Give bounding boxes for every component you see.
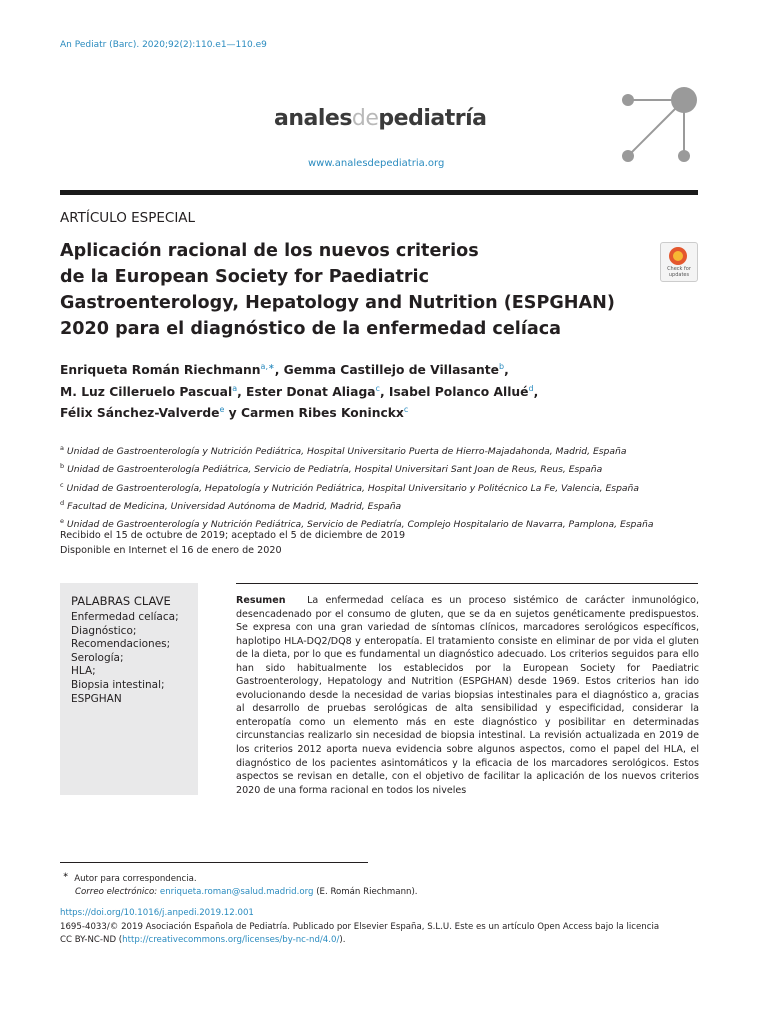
- abstract-text: La enfermedad celíaca es un proceso sistémico de carácter inmunológico, desencadenado por el consumo de gluten, que se da en sujetos genéticamente predispuestos. Se expresa con una gran variedad de síntomas clínicos, marcadores serológicos específicos, haplotipo HLA-DQ2/DQ8 y enteropatía. El tratamiento consiste en eliminar de por vida el gluten de la dieta, por lo que es fundamental un diagnóstico adecuado. Los criterios seguidos para ello han sido habitualmente los establecidos por la European Society for Paediatric Gastroenterology, Hepatology and Nutrition (ESPGHAN) desde 1969. Estos criterios han ido evolucionando desde la necesidad de varias biopsias intestinales para el diagnóstico a, gracias al desarrollo de pruebas serológicas de alta sensibilidad y especificidad, considerar la enteropatía como un elemento más en este diagnóstico y posibilitar en determinadas circunstancias realizarlo sin necesidad de biopsia intestinal. La revisión actualizada en 2019 de los criterios 2012 aporta nueva evidencia sobre algunos aspectos, como el papel del HLA, el diagnóstico de los pacientes asintomáticos y la eficacia de los marcadores serológicos. Estos aspectos se revisan en detalle, con el objetivo de facilitar la aplicación de los nuevos criterios 2020 de una forma racional en todos los niveles: [236, 595, 699, 796]
- keyword-item: HLA;: [71, 665, 96, 678]
- journal-reference[interactable]: An Pediatr (Barc). 2020;92(2):110.e1—110.e9: [60, 40, 267, 50]
- footnote-star: ∗: [62, 870, 69, 879]
- license-prefix: CC BY-NC-ND (: [60, 935, 123, 945]
- check-updates-icon-inner: [673, 251, 683, 261]
- received-accepted-date: Recibido el 15 de octubre de 2019; aceptado el 5 de diciembre de 2019: [60, 530, 406, 541]
- author-name[interactable]: Gemma Castillejo de Villasante: [283, 363, 500, 378]
- affiliation-item: [60, 441, 720, 459]
- license-suffix: ).: [339, 935, 346, 945]
- author-line: [60, 380, 700, 402]
- affiliation-mark: e: [60, 517, 64, 526]
- author-name[interactable]: Enriqueta Román Riechmann: [60, 363, 261, 378]
- keywords-panel: [60, 583, 198, 795]
- footnote-divider: [60, 862, 368, 863]
- author-name[interactable]: Ester Donat Aliaga: [246, 384, 376, 399]
- logo-part3: pediatría: [378, 106, 487, 131]
- email-owner: (E. Román Riechmann).: [316, 886, 418, 897]
- check-for-updates-button[interactable]: [660, 242, 698, 282]
- author-affiliation-mark[interactable]: d: [528, 383, 534, 393]
- author-separator: ,: [504, 363, 509, 378]
- license-url-line: [60, 934, 720, 947]
- affiliation-item: [60, 459, 720, 477]
- email-label: Correo electrónico:: [75, 886, 158, 897]
- affiliation-mark: d: [60, 498, 65, 507]
- title-line: de la European Society for Paediatric: [60, 267, 430, 287]
- author-separator: ,: [533, 384, 539, 399]
- abstract: [236, 594, 699, 797]
- article-dates: [60, 529, 405, 558]
- affiliation-list: [60, 441, 720, 532]
- author-affiliation-mark[interactable]: a: [232, 383, 238, 393]
- journal-network-icon: [612, 84, 702, 164]
- author-name[interactable]: Carmen Ribes Koninckx: [240, 406, 404, 421]
- title-line: 2020 para el diagnóstico de la enfermedad celíaca: [60, 319, 562, 339]
- logo-part2: de: [351, 106, 379, 131]
- article-type: ARTÍCULO ESPECIAL: [60, 210, 196, 226]
- author-affiliation-mark[interactable]: b: [499, 362, 505, 371]
- abstract-divider: [236, 583, 698, 584]
- keyword-item: Diagnóstico;: [71, 624, 137, 637]
- doi-link[interactable]: https://doi.org/10.1016/j.anpedi.2019.12.001: [60, 908, 254, 918]
- affiliation-text: Unidad de Gastroenterología y Nutrición Pediátrica, Hospital Universitario Puerta de Hierro-Majadahonda, Madrid, España: [66, 446, 627, 458]
- abstract-label: Resumen: [236, 595, 286, 606]
- author-name[interactable]: M. Luz Cilleruelo Pascual: [60, 384, 233, 399]
- license-statement: [60, 921, 720, 947]
- author-separator: ,: [379, 384, 389, 399]
- logo-part1: anales: [274, 106, 352, 131]
- affiliation-text: Unidad de Gastroenterología Pediátrica, Servicio de Pediatría, Hospital Universitari Sant Joan de Reus, Reus, España: [67, 464, 603, 476]
- corresponding-label: Autor para correspondencia.: [74, 873, 197, 884]
- article-title: [60, 238, 620, 342]
- affiliation-text: Facultad de Medicina, Universidad Autónoma de Madrid, Madrid, España: [67, 500, 402, 512]
- keyword-item: ESPGHAN: [71, 692, 122, 705]
- journal-logo: [274, 106, 486, 131]
- author-separator: ,: [274, 363, 284, 378]
- keyword-item: Biopsia intestinal;: [71, 678, 165, 691]
- affiliation-text: Unidad de Gastroenterología, Hepatología y Nutrición Pediátrica, Hospital Universitario y Politécnico La Fe, Valencia, España: [66, 482, 639, 494]
- affiliation-item: [60, 496, 720, 514]
- affiliation-mark: c: [60, 480, 64, 489]
- keywords-heading: PALABRAS CLAVE: [71, 594, 171, 608]
- author-name[interactable]: Isabel Polanco Allué: [388, 384, 529, 399]
- correspondence-footnote: [60, 868, 418, 899]
- corresponding-author-note: [60, 868, 418, 886]
- author-affiliation-mark[interactable]: a,∗: [260, 362, 275, 371]
- author-affiliation-mark[interactable]: e: [219, 405, 225, 415]
- author-affiliation-mark[interactable]: c: [403, 405, 409, 415]
- license-text: 1695-4033/© 2019 Asociación Española de Pediatría. Publicado por Elsevier España, S.L.U. Este es un artículo Open Access bajo la licencia: [60, 922, 660, 932]
- author-separator: ,: [237, 384, 247, 399]
- keywords-list: [71, 611, 179, 706]
- journal-website-link[interactable]: www.analesdepediatria.org: [308, 158, 445, 169]
- keyword-item: Enfermedad celíaca;: [71, 611, 179, 623]
- affiliation-text: Unidad de Gastroenterología y Nutrición Pediátrica, Servicio de Pediatría, Complejo Hospitalario de Navarra, Pamplona, España: [66, 519, 654, 531]
- check-updates-label: Check for updates: [667, 266, 691, 278]
- keyword-item: Recomendaciones;: [71, 638, 171, 651]
- title-line: Gastroenterology, Hepatology and Nutrition (ESPGHAN): [60, 293, 615, 313]
- author-separator: y: [224, 406, 241, 421]
- author-line: [60, 401, 700, 423]
- author-list: [60, 358, 700, 423]
- title-line: Aplicación racional de los nuevos criterios: [60, 241, 479, 261]
- author-line: [60, 358, 700, 380]
- license-url-link[interactable]: http://creativecommons.org/licenses/by-nc-nd/4.0/: [122, 935, 340, 945]
- keyword-item: Serología;: [71, 651, 124, 664]
- author-name[interactable]: Félix Sánchez-Valverde: [60, 406, 220, 421]
- header-divider: [60, 190, 698, 195]
- online-date: Disponible en Internet el 16 de enero de 2020: [60, 544, 282, 556]
- email-line: [60, 886, 418, 899]
- affiliation-mark: a: [60, 444, 64, 452]
- affiliation-item: [60, 478, 720, 496]
- author-affiliation-mark[interactable]: c: [375, 383, 380, 393]
- affiliation-mark: b: [60, 462, 65, 471]
- author-email-link[interactable]: enriqueta.roman@salud.madrid.org: [159, 886, 314, 897]
